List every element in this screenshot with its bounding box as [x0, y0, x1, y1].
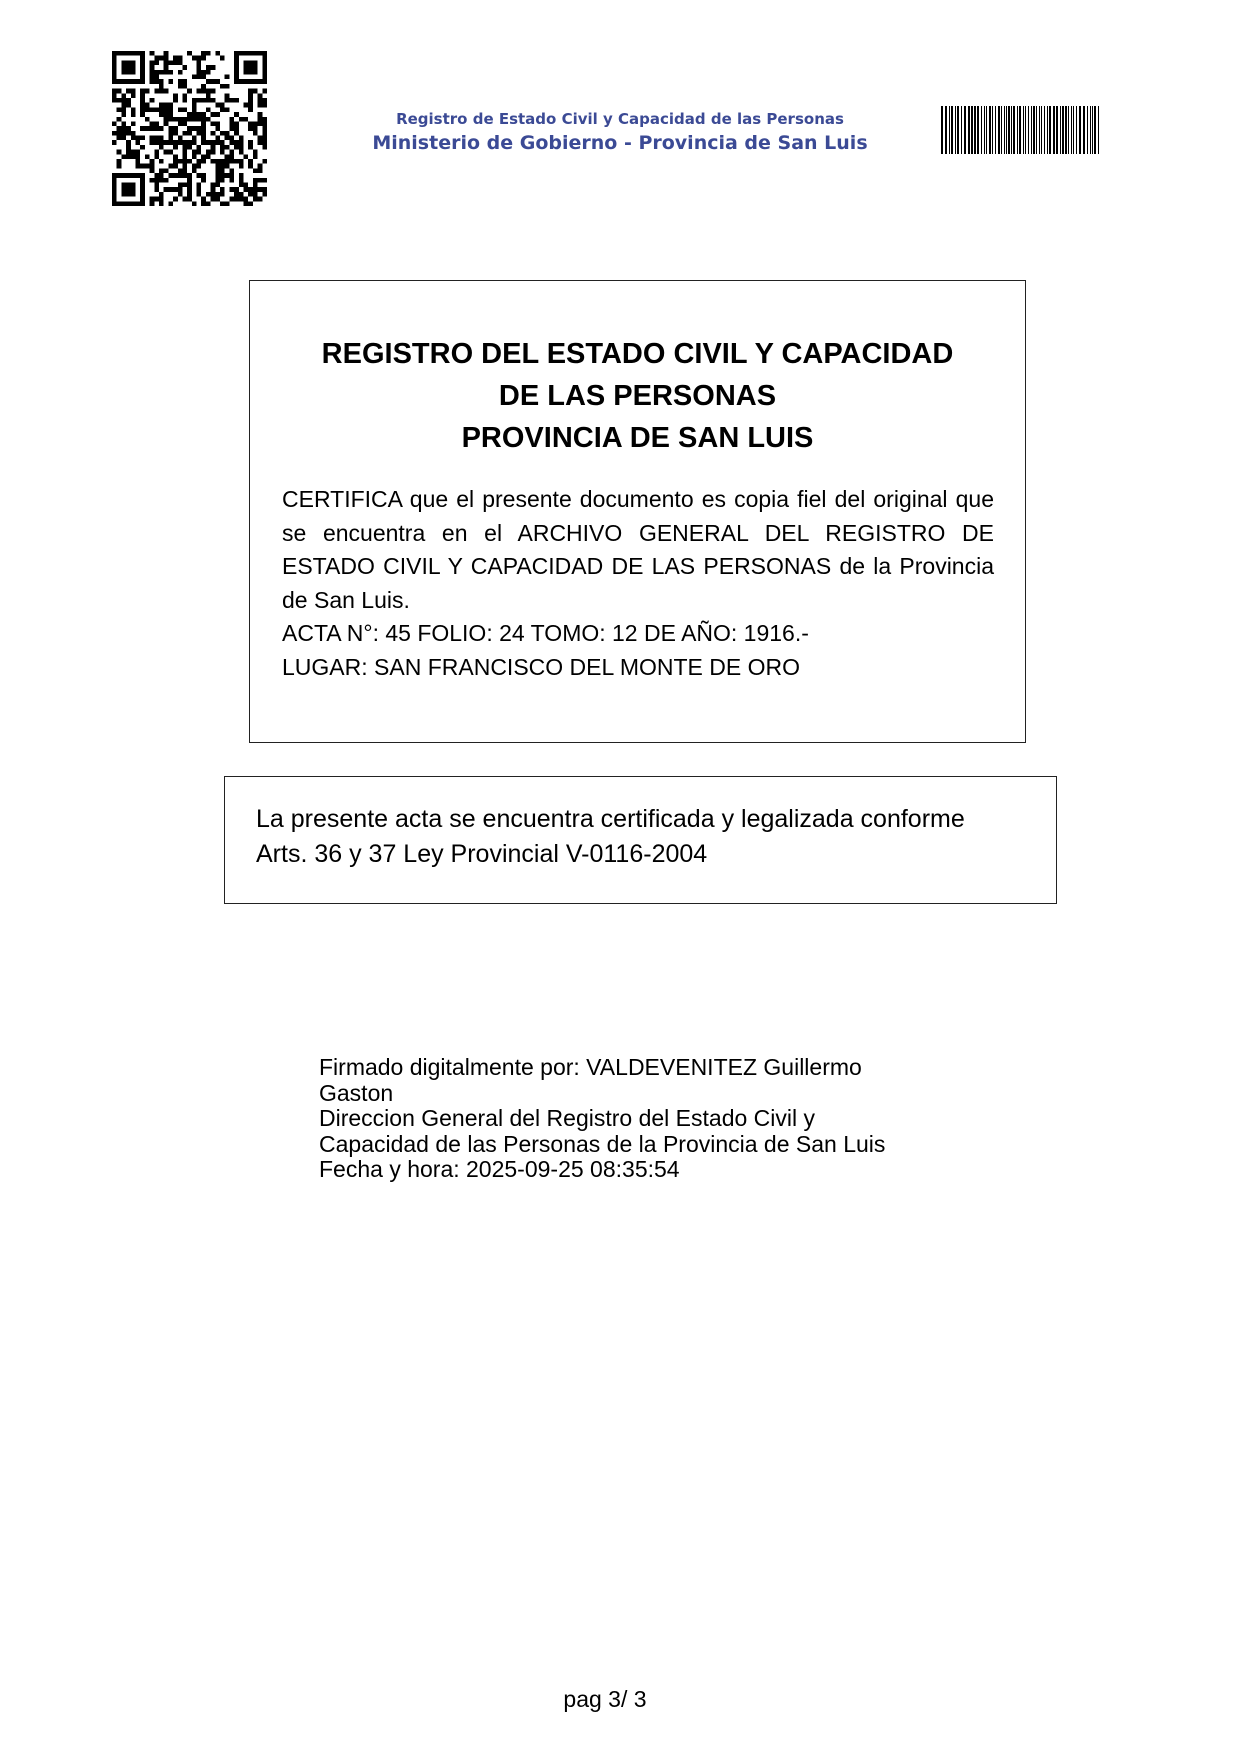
signature-line: Firmado digitalmente por: VALDEVENITEZ Guillermo [319, 1054, 862, 1080]
certificate-title [250, 333, 1025, 459]
acta-details: ACTA N°: 45 FOLIO: 24 TOMO: 12 DE AÑO: 1916.- [282, 620, 809, 646]
legalization-line: Arts. 36 y 37 Ley Provincial V-0116-2004 [256, 840, 708, 868]
certificate-box [249, 280, 1026, 743]
barcode-icon [940, 106, 1102, 154]
certificate-body [282, 483, 994, 684]
page-number: pag 3/ 3 [563, 1686, 647, 1712]
certificate-title-line: REGISTRO DEL ESTADO CIVIL Y CAPACIDAD [321, 338, 954, 370]
certificate-statement: CERTIFICA que el presente documento es copia fiel del original que se encuentra en el ARCHIVO GENERAL DEL REGISTRO DE ESTADO CIVIL Y CAPACIDAD DE LAS PERSONAS de la Provincia de San Luis. [282, 486, 994, 613]
legalization-box [224, 776, 1057, 904]
signature-line: Gaston [319, 1079, 394, 1106]
document-header [360, 108, 880, 156]
certificate-title-line: PROVINCIA DE SAN LUIS [461, 422, 814, 454]
header-ministry-name: Ministerio de Gobierno - Provincia de San Luis [372, 132, 868, 154]
certificate-title-line: DE LAS PERSONAS [498, 380, 777, 412]
signature-line: Direccion General del Registro del Estado Civil y [319, 1105, 815, 1131]
digital-signature [319, 1055, 959, 1183]
signature-line: Fecha y hora: 2025-09-25 08:35:54 [319, 1156, 680, 1182]
legalization-line: La presente acta se encuentra certificada y legalizada conforme [256, 805, 965, 833]
header-registry-name: Registro de Estado Civil y Capacidad de las Personas [396, 110, 844, 128]
signature-line: Capacidad de las Personas de la Provincia de San Luis [319, 1130, 886, 1157]
legalization-text [256, 802, 1046, 872]
lugar-details: LUGAR: SAN FRANCISCO DEL MONTE DE ORO [282, 653, 800, 680]
qr-code-icon [112, 51, 267, 206]
